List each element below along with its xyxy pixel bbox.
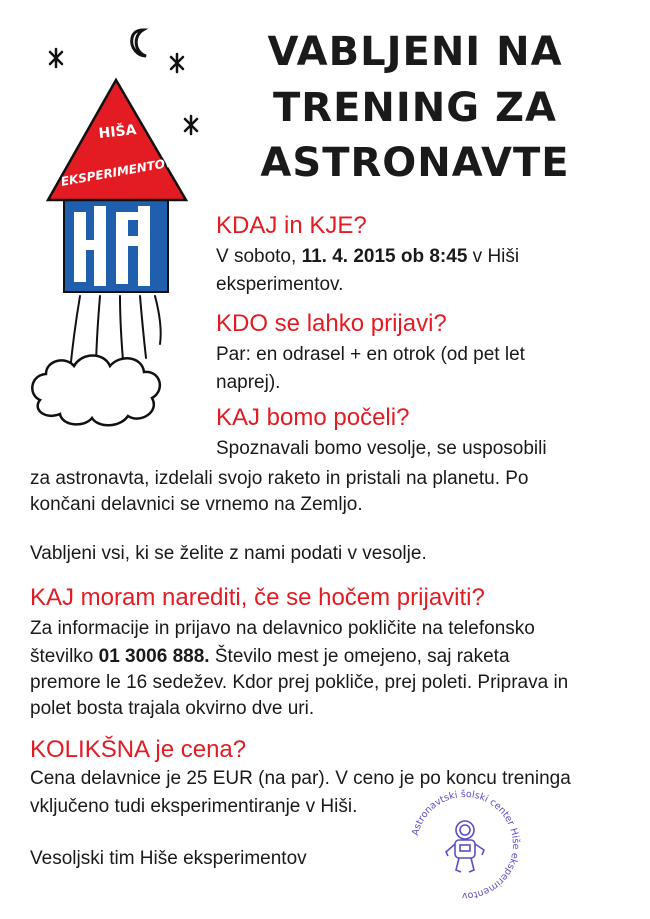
stamp bbox=[400, 780, 530, 910]
astronaut-icon bbox=[446, 821, 484, 872]
rocket-illustration bbox=[0, 0, 240, 440]
price-line-2: vključeno tudi eksperimentiranje v Hiši. bbox=[30, 796, 358, 817]
what-line-3: končani delavnici se vrnemo na Zemljo. bbox=[30, 494, 363, 515]
phone-number: 01 3006 888. bbox=[98, 646, 210, 667]
rocket-label-bottom: EKSPERIMENTOV bbox=[59, 155, 175, 189]
title-line-3: ASTRONAVTE bbox=[260, 140, 570, 186]
what-line-1: Spoznavali bomo vesolje, se usposobili bbox=[216, 438, 547, 459]
price-line-1: Cena delavnice je 25 EUR (na par). V ceno je po koncu treninga bbox=[30, 768, 571, 789]
when-line-2: eksperimentov. bbox=[216, 274, 344, 295]
title-line-2: TRENING ZA bbox=[273, 85, 557, 131]
star-icon bbox=[50, 49, 62, 67]
stamp-ring-text: Astronavtski šolski center Hiše eksperimentov bbox=[409, 788, 522, 902]
heading-register: KAJ moram narediti, če se hočem prijaviti? bbox=[30, 584, 485, 611]
when-line-1-pre: V soboto, bbox=[216, 246, 302, 267]
invite-text: Vabljeni vsi, ki se želite z nami podati v vesolje. bbox=[30, 543, 427, 564]
when-line-1 bbox=[216, 242, 519, 272]
heading-price: KOLIKŠNA je cena? bbox=[30, 736, 247, 763]
heading-when: KDAJ in KJE? bbox=[216, 212, 367, 239]
signature: Vesoljski tim Hiše eksperimentov bbox=[30, 848, 307, 869]
who-line-1: Par: en odrasel + en otrok (od pet let bbox=[216, 344, 525, 365]
register-line-1: Za informacije in prijavo na delavnico pokličite na telefonsko bbox=[30, 618, 535, 639]
register-line-2-pre: številko bbox=[30, 646, 99, 667]
rocket-label-top: HIŠA bbox=[97, 122, 138, 142]
heading-who: KDO se lahko prijavi? bbox=[216, 310, 447, 337]
register-line-2-post: Število mest je omejeno, saj raketa bbox=[209, 646, 510, 667]
rocket-body bbox=[64, 200, 168, 292]
when-line-1-post: v Hiši bbox=[467, 246, 520, 267]
when-date-time: 11. 4. 2015 ob 8:45 bbox=[301, 246, 468, 267]
heading-what: KAJ bomo počeli? bbox=[216, 404, 410, 431]
what-line-2: za astronavta, izdelali svojo raketo in pristali na planetu. Po bbox=[30, 468, 529, 489]
star-icon bbox=[185, 116, 197, 134]
smoke-cloud bbox=[32, 356, 160, 426]
register-line-4: polet bosta trajala okvirno dve uri. bbox=[30, 698, 315, 719]
title-line-1: VABLJENI NA bbox=[267, 29, 563, 75]
who-line-2: naprej). bbox=[216, 372, 281, 393]
register-line-3: premore le 16 sedežev. Kdor prej pokliče, prej poleti. Priprava in bbox=[30, 672, 569, 693]
moon-icon bbox=[132, 30, 146, 56]
star-icon bbox=[171, 54, 183, 72]
